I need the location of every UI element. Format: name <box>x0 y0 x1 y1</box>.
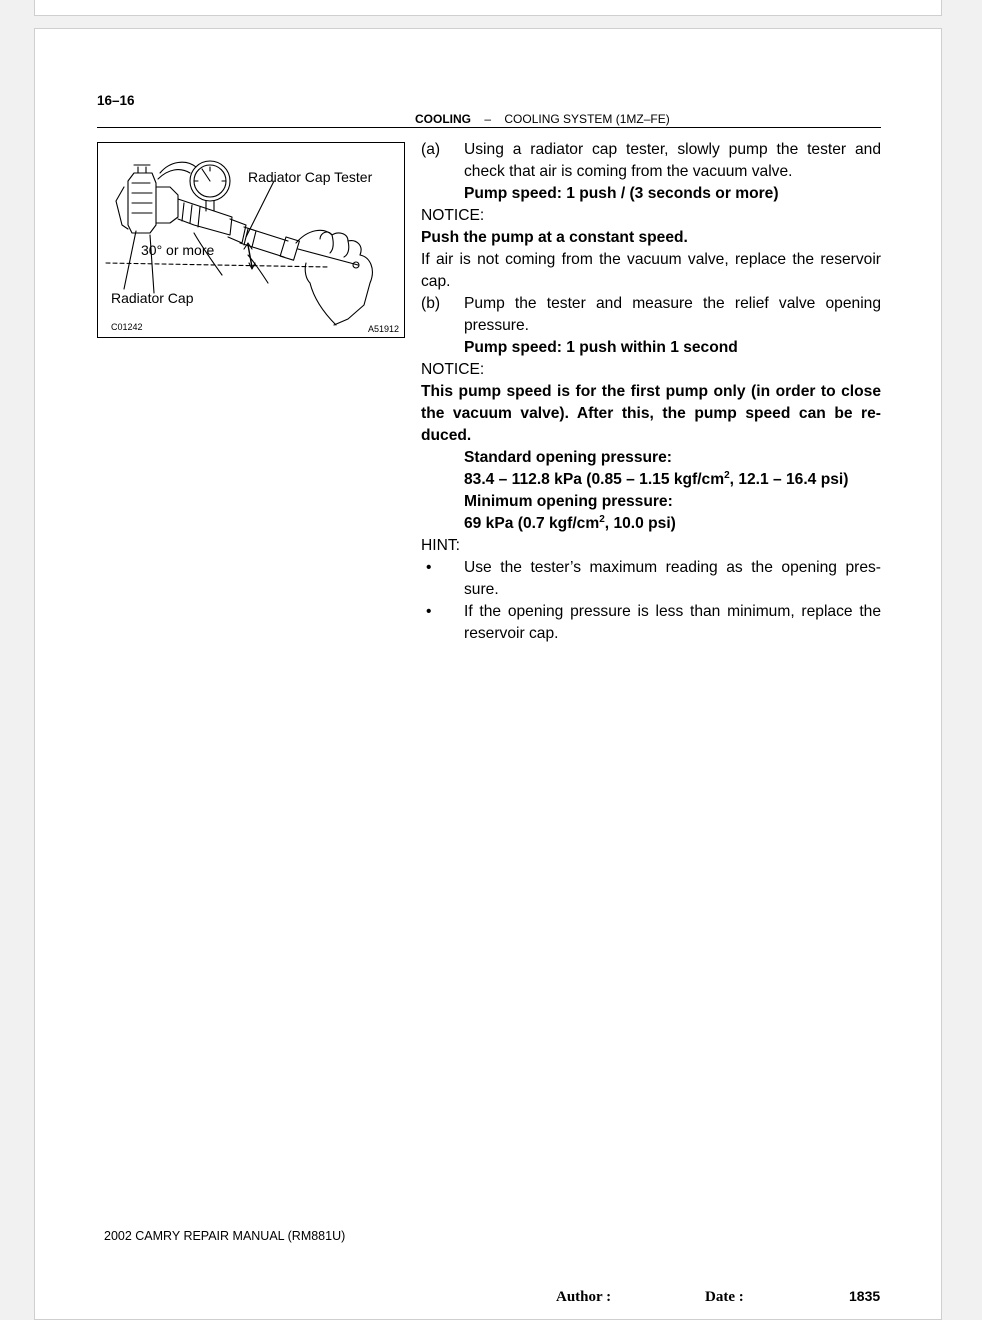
step-b <box>421 293 881 337</box>
angle-label: 30° or more <box>141 242 215 258</box>
figure-code-right: A51912 <box>368 324 400 334</box>
step-a-label: (a) <box>421 141 441 158</box>
header-subsection: COOLING SYSTEM (1MZ–FE) <box>504 112 670 126</box>
standard-pressure-title: Standard opening pressure: <box>464 449 672 466</box>
procedure-text <box>421 139 881 645</box>
standard-pressure-value-text: 83.4 – 112.8 kPa (0.85 – 1.15 kgf/cm <box>464 471 725 488</box>
author-label: Author : <box>556 1289 612 1305</box>
manual-page <box>34 28 942 1320</box>
step-a-spec: Pump speed: 1 push / (3 seconds or more) <box>464 185 779 202</box>
manual-footer: 2002 CAMRY REPAIR MANUAL (RM881U) <box>104 1229 346 1243</box>
hint-item-text: Use the tester’s maximum reading as the opening pres-sure. <box>464 559 881 598</box>
page-code: 16–16 <box>97 93 135 108</box>
step-b-text: Pump the tester and measure the relief valve opening pressure. <box>464 295 881 334</box>
hint-item <box>421 601 881 645</box>
notice-2-title: NOTICE: <box>421 361 485 378</box>
section-header <box>415 112 670 126</box>
notice-1-title: NOTICE: <box>421 207 485 224</box>
minimum-pressure-unit-sup: 2 <box>599 514 605 525</box>
standard-pressure-unit-sup: 2 <box>724 470 730 481</box>
standard-pressure-value <box>421 469 881 491</box>
figure-code-left: C01242 <box>111 322 143 332</box>
previous-page-edge <box>34 0 942 16</box>
para-replace-cap: If air is not coming from the vacuum valve, replace the reservoir cap. <box>421 251 881 290</box>
step-a-text: Using a radiator cap tester, slowly pump the tester and check that air is coming from the vacuum valve. <box>464 141 881 180</box>
header-rule <box>97 127 881 128</box>
hint-item-text: If the opening pressure is less than minimum, replace the reservoir cap. <box>464 603 881 642</box>
minimum-pressure-value-psi: , 10.0 psi) <box>604 515 676 532</box>
minimum-pressure-value-text: 69 kPa (0.7 kgf/cm <box>464 515 600 532</box>
header-separator: – <box>484 112 492 126</box>
step-b-spec: Pump speed: 1 push within 1 second <box>464 339 738 356</box>
hint-item <box>421 557 881 601</box>
minimum-pressure-value <box>421 513 881 535</box>
radiator-cap-tester-label: Radiator Cap Tester <box>248 169 373 185</box>
step-b-label: (b) <box>421 295 441 312</box>
radiator-cap-tester-figure <box>97 142 405 338</box>
hint-title: HINT: <box>421 537 460 554</box>
page-number: 1835 <box>849 1288 881 1304</box>
date-label: Date : <box>705 1289 744 1305</box>
bullet-icon: • <box>426 603 432 620</box>
header-section: COOLING <box>415 112 471 126</box>
notice-1-text: Push the pump at a constant speed. <box>421 229 688 246</box>
bullet-icon: • <box>426 559 432 576</box>
standard-pressure-value-psi: , 12.1 – 16.4 psi) <box>729 471 849 488</box>
step-a <box>421 139 881 183</box>
notice-2-text: This pump speed is for the first pump only (in order to close the vacuum valve). After this, the pump speed can be re-duced. <box>421 383 881 444</box>
radiator-cap-label: Radiator Cap <box>111 290 194 306</box>
minimum-pressure-title: Minimum opening pressure: <box>464 493 673 510</box>
